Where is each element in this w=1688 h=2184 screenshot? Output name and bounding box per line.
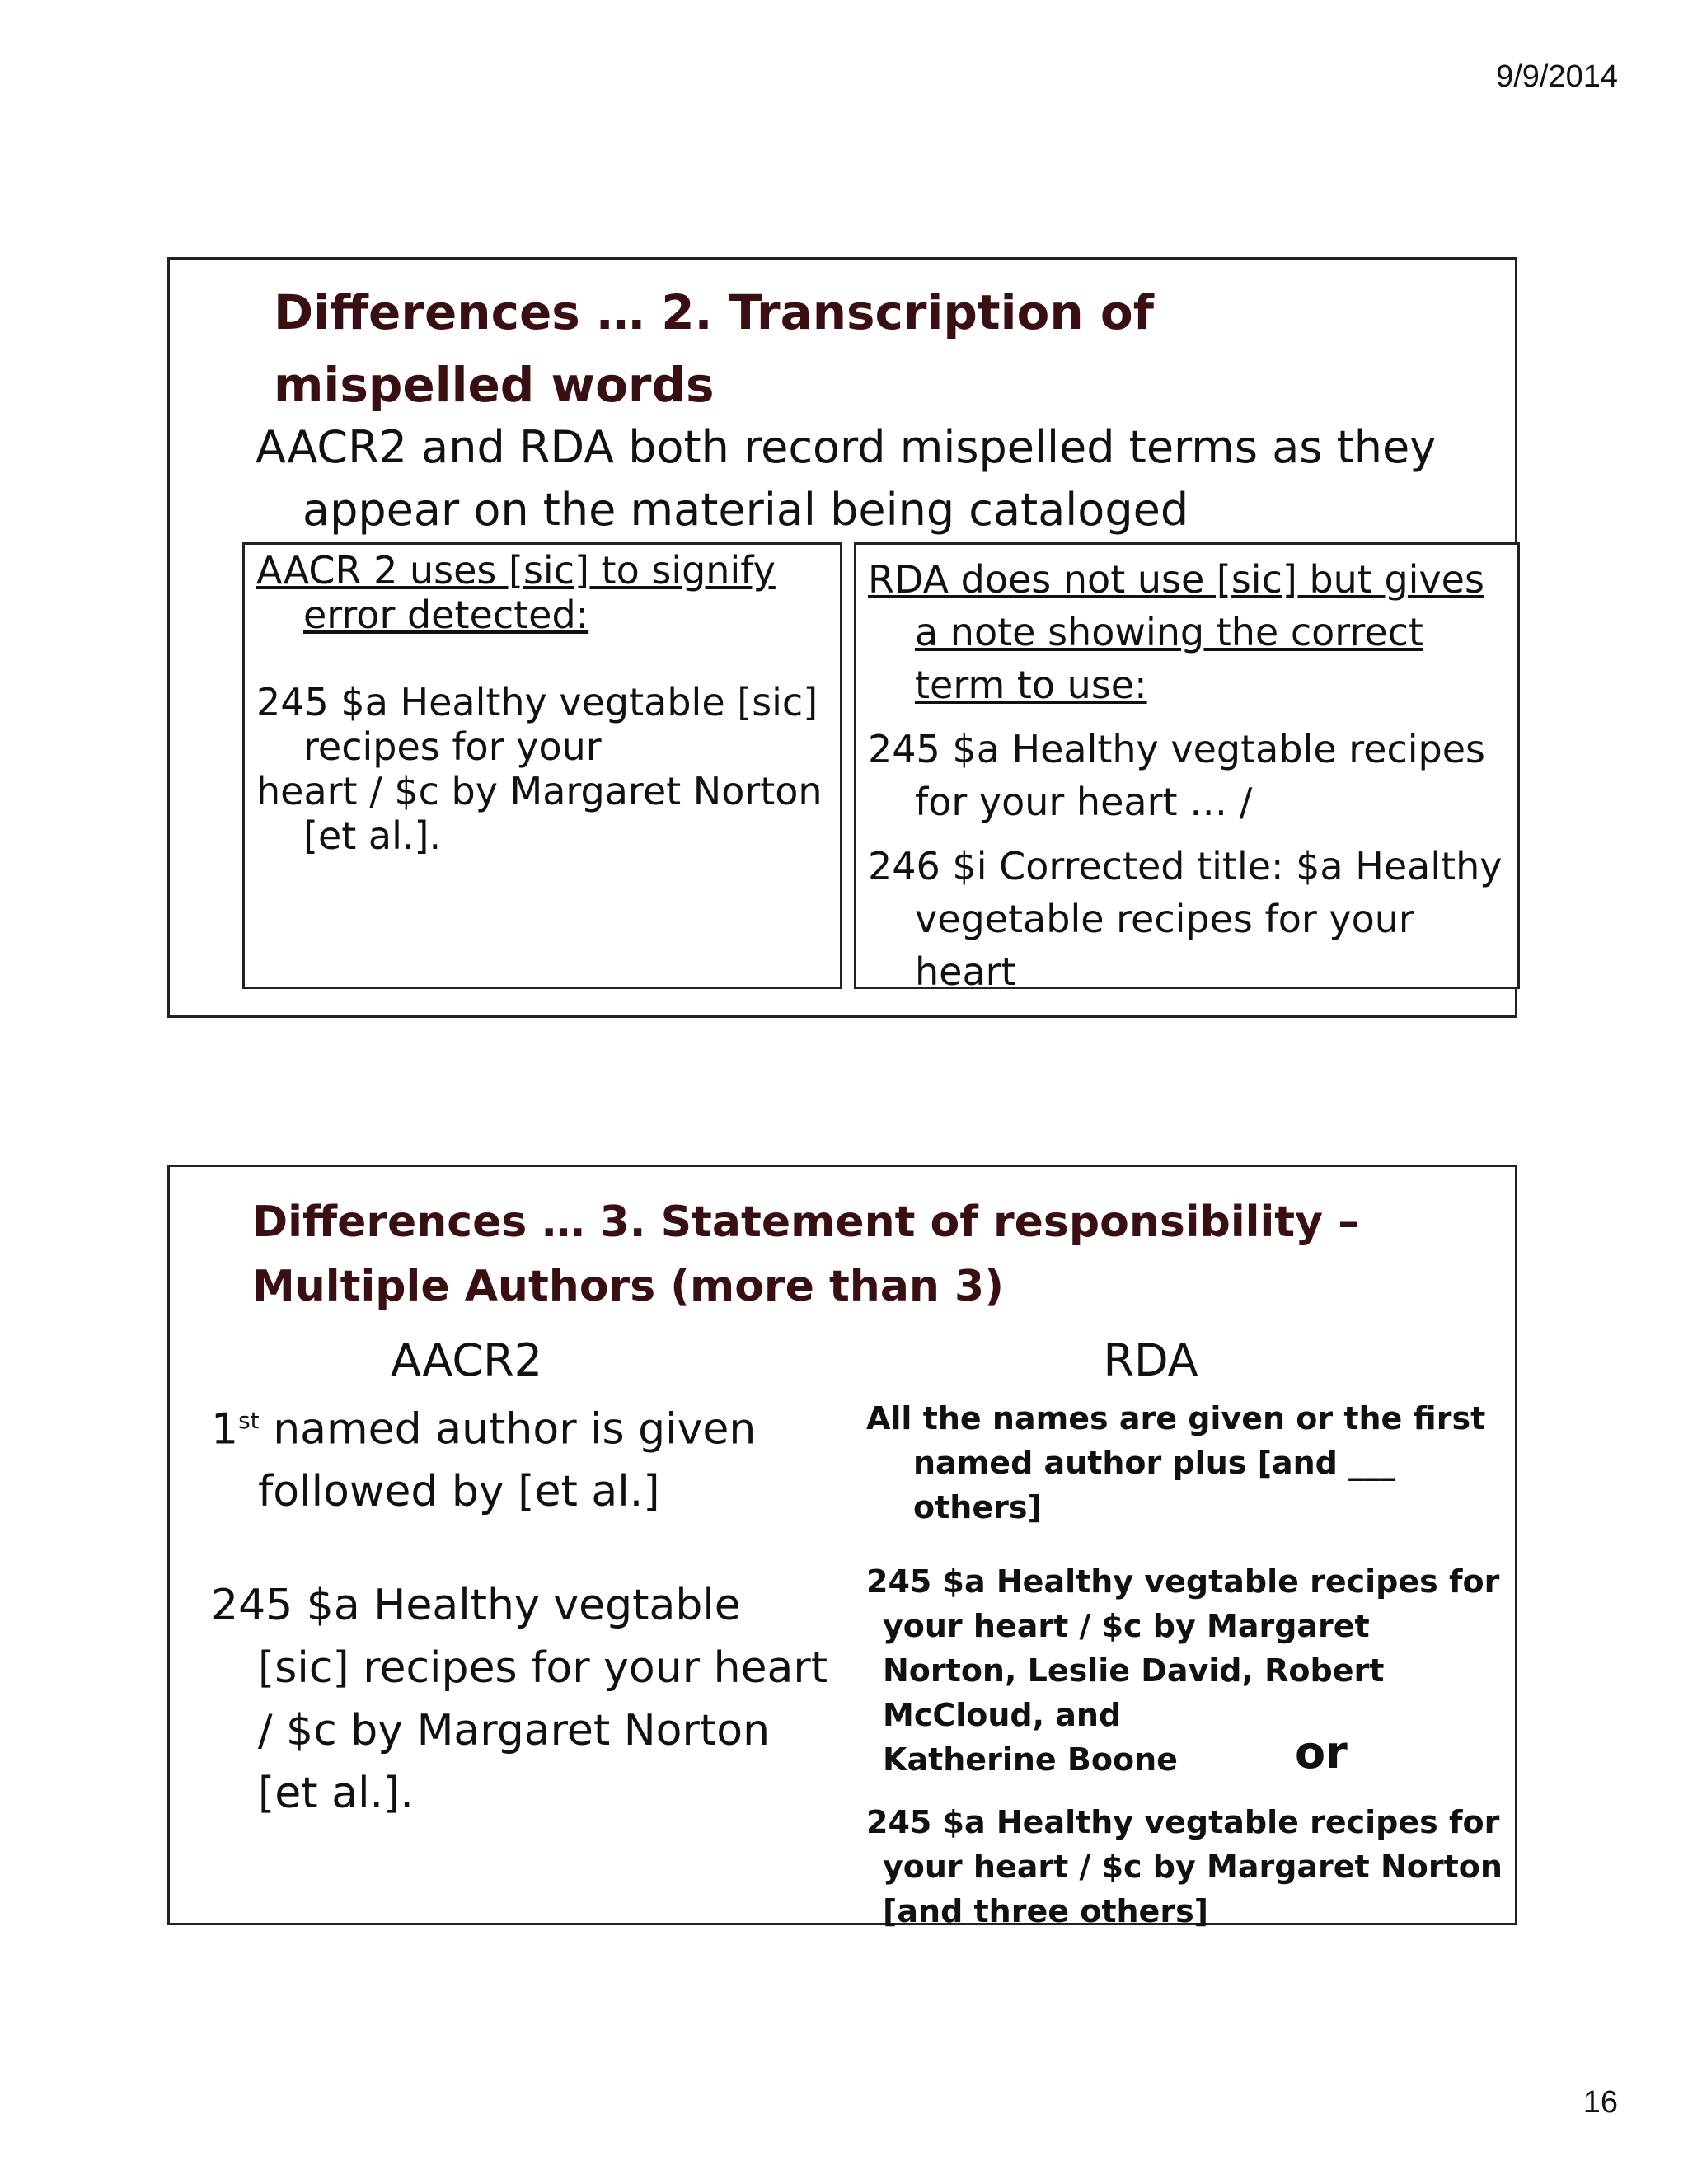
slide-transcription: [167, 257, 1517, 1018]
slide-title: Differences … 2. Transcription of mispelled words: [274, 284, 1154, 413]
aacr2-record: [256, 680, 828, 858]
lead-text: AACR2 and RDA both record mispelled terms as they appear on the material being cataloged: [256, 421, 1437, 536]
aacr2-heading: AACR2: [390, 1334, 543, 1386]
rule-number: 1: [211, 1404, 239, 1455]
slide-title: Differences … 3. Statement of responsibility – Multiple Authors (more than 3): [252, 1197, 1360, 1311]
rda-example-1-last-name: Katherine Boone: [883, 1741, 1178, 1778]
rda-column: [866, 1332, 1509, 1933]
aacr2-rule: [211, 1390, 837, 1523]
aacr2-example: 245 $a Healthy vegtable [sic] recipes for your heart / $c by Margaret Norton [et al.].: [211, 1581, 828, 1819]
rda-example-2: 245 $a Healthy vegtable recipes for your heart / $c by Margaret Norton [and three others]: [866, 1804, 1503, 1929]
rda-example-1: 245 $a Healthy vegtable recipes for your heart / $c by Margaret Norton, Leslie David, Robert McCloud, and: [866, 1563, 1500, 1733]
page-number: 16: [1582, 2085, 1618, 2120]
slide-responsibility: [167, 1165, 1517, 1929]
aacr2-heading: AACR 2 uses [sic] to signify error detected:: [256, 548, 776, 637]
rda-rule: All the names are given or the first named author plus [and ___ others]: [866, 1400, 1486, 1526]
rule-text: named author is given followed by [et al.]: [258, 1404, 757, 1517]
aacr2-box: [242, 542, 842, 989]
rda-example-1-end: [866, 1727, 1509, 1782]
date-header: 9/9/2014: [1496, 59, 1618, 94]
rda-record-245: 245 $a Healthy vegtable recipes for your heart … /: [868, 727, 1485, 824]
aacr2-record-line2: heart / $c by Margaret Norton [et al.].: [256, 769, 823, 858]
or-separator: or: [1295, 1727, 1348, 1779]
rda-record-246: 246 $i Corrected title: $a Healthy vegetable recipes for your heart: [868, 844, 1503, 994]
rda-box: [854, 542, 1520, 994]
aacr2-record-line1: 245 $a Healthy vegtable [sic] recipes for your: [256, 680, 818, 769]
rda-heading: RDA: [1103, 1334, 1198, 1386]
rda-heading: RDA does not use [sic] but gives a note showing the correct term to use:: [868, 557, 1484, 707]
aacr2-column: [211, 1332, 837, 1825]
rule-ordinal: st: [238, 1407, 260, 1434]
